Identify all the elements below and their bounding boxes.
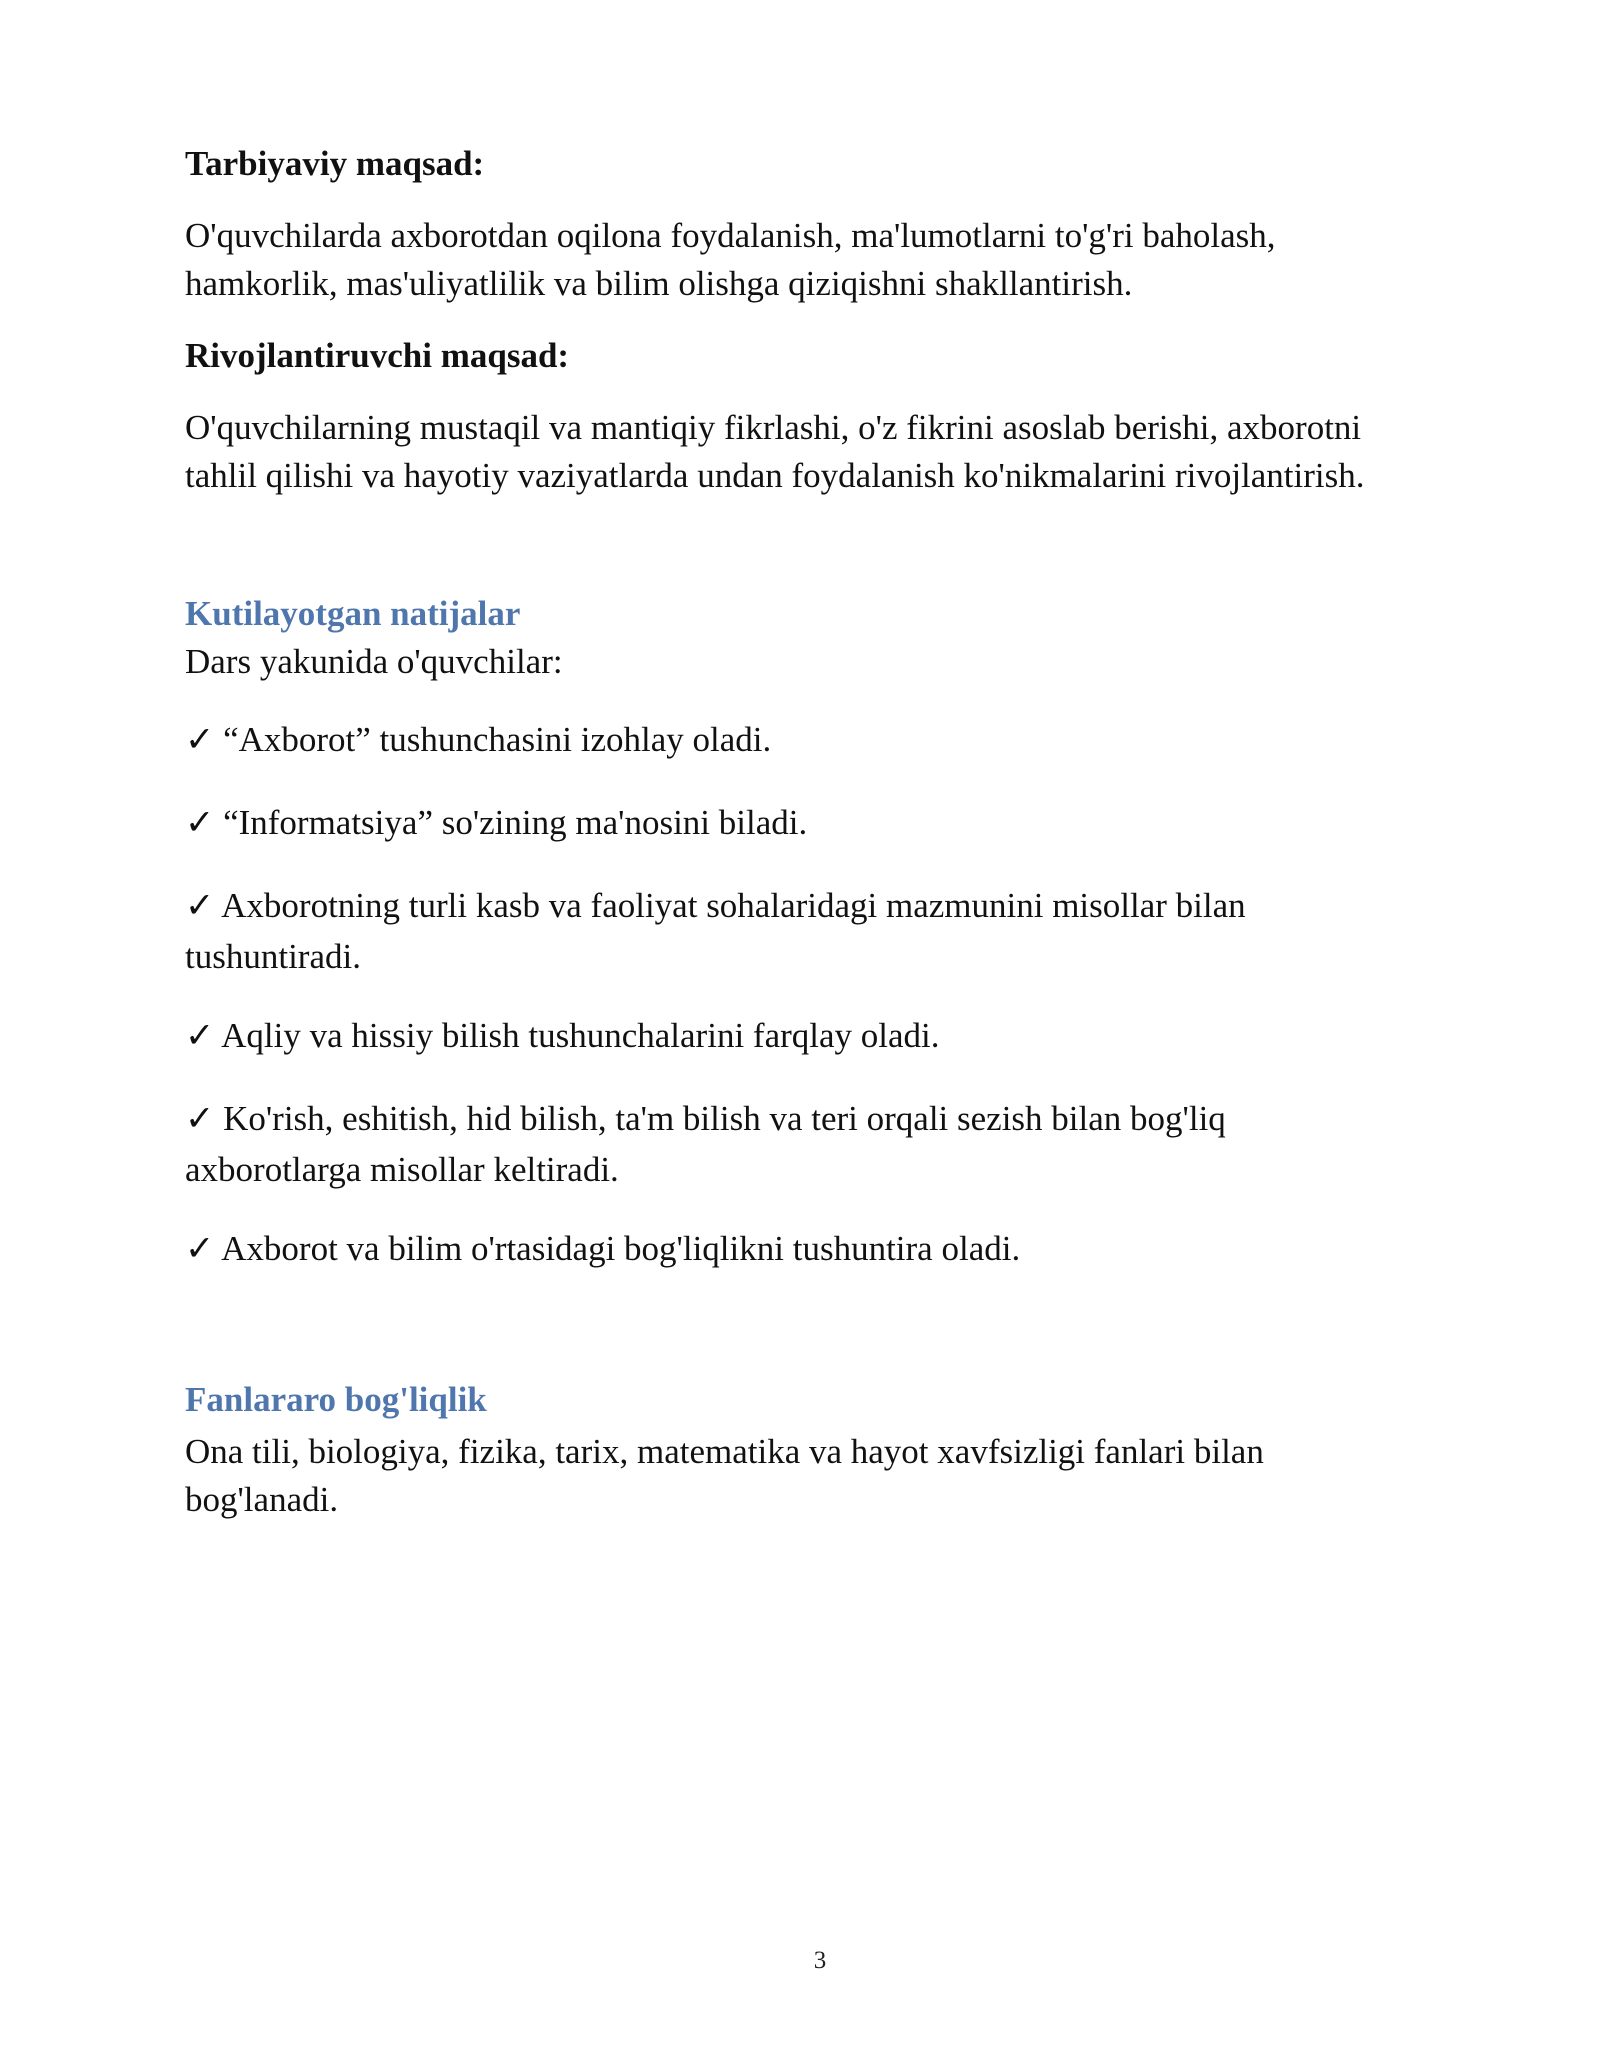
list-item: ✓ Aqliy va hissiy bilish tushunchalarini farqlay oladi. — [185, 1016, 940, 1055]
natijalar-title: Kutilayotgan natijalar — [185, 594, 521, 633]
natijalar-list — [185, 714, 1445, 1274]
fanlararo-title: Fanlararo bog'liqlik — [185, 1380, 487, 1419]
list-item: ✓ Axborot va bilim o'rtasidagi bog'liqlikni tushuntira oladi. — [185, 1229, 1021, 1268]
list-item: ✓ Ko'rish, eshitish, hid bilish, ta'm bilish va teri orqali sezish bilan bog'liq axborotlarga misollar keltiradi. — [185, 1099, 1226, 1189]
page-content — [185, 140, 1445, 1524]
rivojlantiruvchi-text: O'quvchilarning mustaqil va mantiqiy fikrlashi, o'z fikrini asoslab berishi, axborotni tahlil qilishi va hayotiy vaziyatlarda undan foydalanish ko'nikmalarini rivojlantirish. — [185, 408, 1365, 495]
rivojlantiruvchi-heading: Rivojlantiruvchi maqsad: — [185, 336, 570, 375]
list-item: ✓ Axborotning turli kasb va faoliyat sohalaridagi mazmunini misollar bilan tushuntiradi. — [185, 886, 1246, 976]
tarbiyaviy-heading: Tarbiyaviy maqsad: — [185, 144, 485, 183]
page-number: 3 — [813, 1947, 827, 1974]
tarbiyaviy-text: O'quvchilarda axborotdan oqilona foydalanish, ma'lumotlarni to'g'ri baholash, hamkorlik, mas'uliyatlilik va bilim olishga qiziqishni shakllantirish. — [185, 216, 1276, 303]
natijalar-intro: Dars yakunida o'quvchilar: — [185, 642, 563, 681]
list-item: ✓ “Axborot” tushunchasini izohlay oladi. — [185, 720, 772, 759]
list-item: ✓ “Informatsiya” so'zining ma'nosini biladi. — [185, 803, 808, 842]
fanlararo-text: Ona tili, biologiya, fizika, tarix, matematika va hayot xavfsizligi fanlari bilan bog'lanadi. — [185, 1432, 1264, 1519]
